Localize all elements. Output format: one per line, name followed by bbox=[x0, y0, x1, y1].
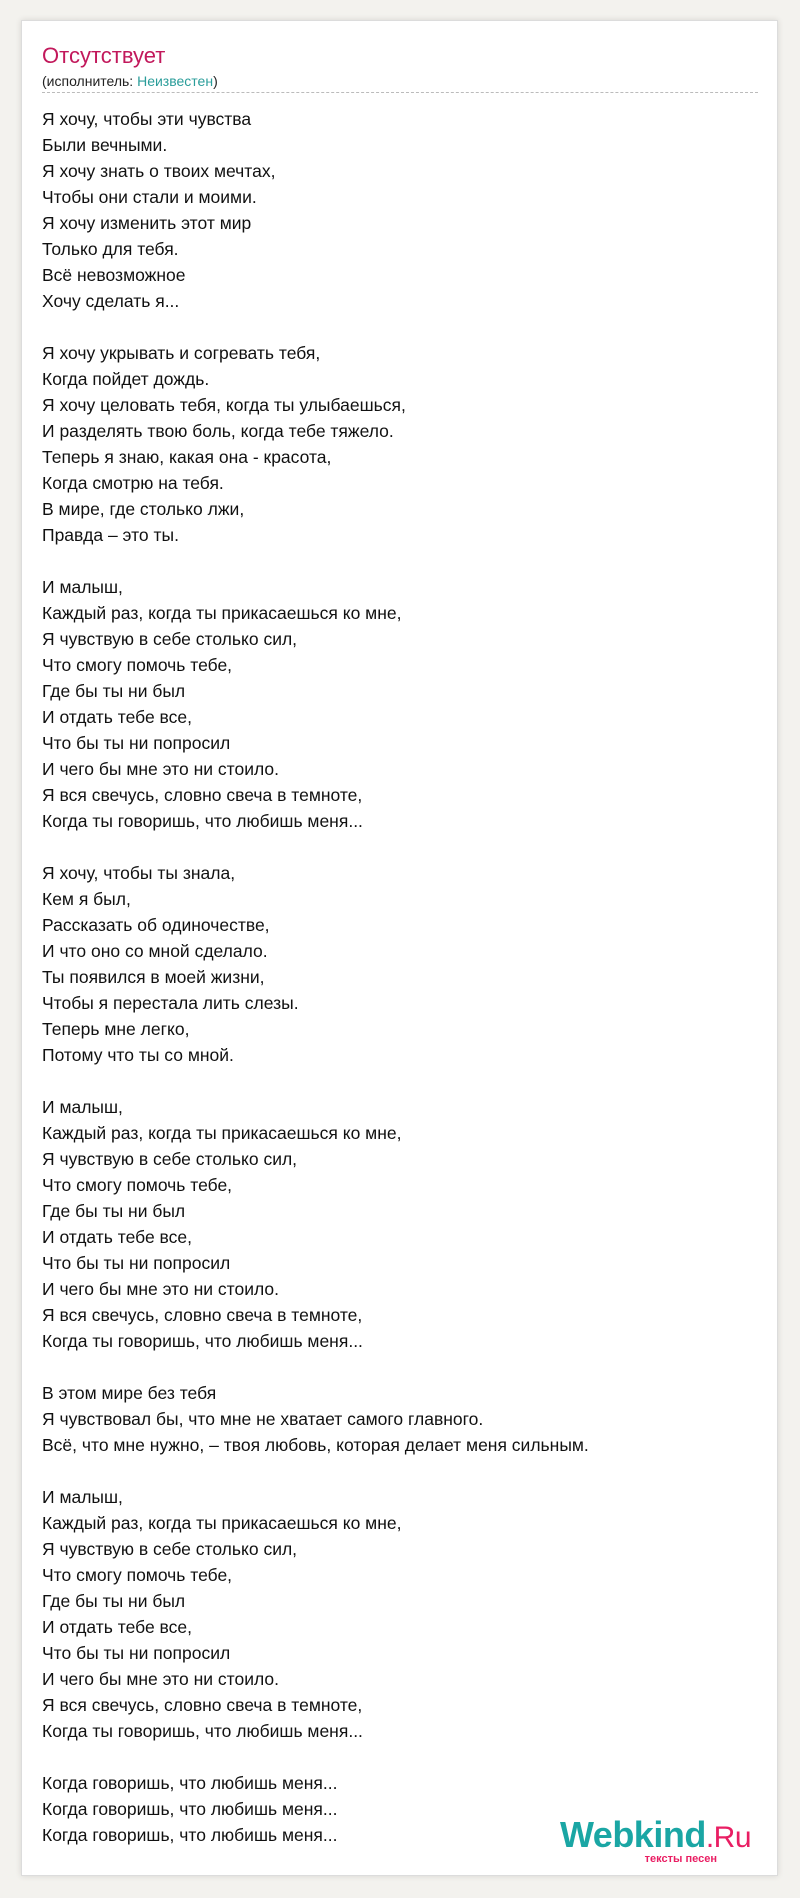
lyrics-stanza bbox=[42, 574, 758, 834]
logo-wordmark bbox=[560, 1815, 751, 1858]
lyrics-line: Я вся свечусь, словно свеча в темноте, bbox=[42, 1305, 363, 1325]
lyrics-line: И малыш, bbox=[42, 577, 123, 597]
lyrics-stanza bbox=[42, 1380, 758, 1458]
lyrics-line: Потому что ты со мной. bbox=[42, 1045, 234, 1065]
lyrics-line: И разделять твою боль, когда тебе тяжело. bbox=[42, 421, 394, 441]
lyrics-line: Когда говоришь, что любишь меня... bbox=[42, 1825, 338, 1845]
lyrics-line: И отдать тебе все, bbox=[42, 1617, 192, 1637]
lyrics-line: Где бы ты ни был bbox=[42, 1201, 186, 1221]
lyrics-line: Я хочу укрывать и согревать тебя, bbox=[42, 343, 321, 363]
lyrics-line: И малыш, bbox=[42, 1097, 123, 1117]
lyrics-stanza bbox=[42, 340, 758, 548]
header-divider bbox=[42, 92, 758, 93]
lyrics-line: Я хочу, чтобы ты знала, bbox=[42, 863, 236, 883]
logo-brand: Webkind bbox=[559, 1814, 706, 1855]
lyrics-line: Правда – это ты. bbox=[42, 525, 179, 545]
lyrics-line: Я хочу знать о твоих мечтах, bbox=[42, 161, 276, 181]
artist-link[interactable]: Неизвестен bbox=[137, 73, 214, 89]
lyrics-line: Теперь мне легко, bbox=[42, 1019, 190, 1039]
lyrics-line: Что бы ты ни попросил bbox=[42, 1643, 231, 1663]
site-logo[interactable] bbox=[561, 1815, 751, 1867]
lyrics-line: Что бы ты ни попросил bbox=[42, 1253, 231, 1273]
logo-tagline: тексты песен bbox=[644, 1853, 717, 1865]
lyrics-stanza bbox=[42, 106, 758, 314]
lyrics-line: Только для тебя. bbox=[42, 239, 179, 259]
lyrics-line: Что бы ты ни попросил bbox=[42, 733, 231, 753]
lyrics-line: Всё, что мне нужно, – твоя любовь, которая делает меня сильным. bbox=[42, 1435, 589, 1455]
lyrics-line: Ты появился в моей жизни, bbox=[42, 967, 265, 987]
lyrics-line: Когда ты говоришь, что любишь меня... bbox=[42, 811, 363, 831]
lyrics-line: Каждый раз, когда ты прикасаешься ко мне, bbox=[42, 603, 402, 623]
lyrics-line: Я чувствую в себе столько сил, bbox=[42, 629, 298, 649]
lyrics-line: Каждый раз, когда ты прикасаешься ко мне, bbox=[42, 1513, 402, 1533]
lyrics-line: Чтобы они стали и моими. bbox=[42, 187, 257, 207]
lyrics-line: Когда ты говоришь, что любишь меня... bbox=[42, 1721, 363, 1741]
lyrics-line: Теперь я знаю, какая она - красота, bbox=[42, 447, 332, 467]
lyrics-line: И что оно со мной сделало. bbox=[42, 941, 268, 961]
lyrics-line: И чего бы мне это ни стоило. bbox=[42, 1279, 279, 1299]
lyrics-line: И отдать тебе все, bbox=[42, 707, 192, 727]
lyrics-line: И чего бы мне это ни стоило. bbox=[42, 759, 279, 779]
lyrics-line: Что смогу помочь тебе, bbox=[42, 655, 233, 675]
lyrics-line: Когда говоришь, что любишь меня... bbox=[42, 1799, 338, 1819]
lyrics-line: Когда говоришь, что любишь меня... bbox=[42, 1773, 338, 1793]
logo-tld: .Ru bbox=[705, 1821, 751, 1854]
lyrics-line: Каждый раз, когда ты прикасаешься ко мне, bbox=[42, 1123, 402, 1143]
lyrics-line: Я вся свечусь, словно свеча в темноте, bbox=[42, 1695, 363, 1715]
lyrics-line: В мире, где столько лжи, bbox=[42, 499, 245, 519]
lyrics-line: Когда смотрю на тебя. bbox=[42, 473, 224, 493]
lyrics-line: Были вечными. bbox=[42, 135, 168, 155]
lyrics-line: Что смогу помочь тебе, bbox=[42, 1565, 233, 1585]
lyrics-line: Кем я был, bbox=[42, 889, 131, 909]
lyrics-line: И отдать тебе все, bbox=[42, 1227, 192, 1247]
song-title: Отсутствует bbox=[42, 43, 166, 68]
lyrics-card bbox=[21, 20, 778, 1876]
lyrics-line: Где бы ты ни был bbox=[42, 681, 186, 701]
lyrics-line: Когда ты говоришь, что любишь меня... bbox=[42, 1331, 363, 1351]
lyrics-line: Я хочу целовать тебя, когда ты улыбаешься, bbox=[42, 395, 406, 415]
lyrics-stanza bbox=[42, 860, 758, 1068]
lyrics-line: И чего бы мне это ни стоило. bbox=[42, 1669, 279, 1689]
lyrics-line: Я вся свечусь, словно свеча в темноте, bbox=[42, 785, 363, 805]
lyrics-stanza bbox=[42, 1094, 758, 1354]
lyrics-line: Что смогу помочь тебе, bbox=[42, 1175, 233, 1195]
lyrics-line: Я хочу изменить этот мир bbox=[42, 213, 252, 233]
lyrics-line: Я чувствую в себе столько сил, bbox=[42, 1539, 298, 1559]
lyrics-line: Я хочу, чтобы эти чувства bbox=[42, 109, 252, 129]
lyrics-line: Где бы ты ни был bbox=[42, 1591, 186, 1611]
lyrics-line: Хочу сделать я... bbox=[42, 291, 180, 311]
lyrics-text bbox=[42, 106, 758, 1848]
artist-suffix: ) bbox=[213, 73, 218, 89]
lyrics-line: Всё невозможное bbox=[42, 265, 186, 285]
lyrics-line: В этом мире без тебя bbox=[42, 1383, 217, 1403]
lyrics-stanza bbox=[42, 1484, 758, 1744]
lyrics-line: Я чувствовал бы, что мне не хватает самого главного. bbox=[42, 1409, 484, 1429]
lyrics-line: Чтобы я перестала лить слезы. bbox=[42, 993, 299, 1013]
artist-prefix: (исполнитель: bbox=[42, 73, 138, 89]
lyrics-line: Рассказать об одиночестве, bbox=[42, 915, 270, 935]
lyrics-line: Я чувствую в себе столько сил, bbox=[42, 1149, 298, 1169]
lyrics-line: Когда пойдет дождь. bbox=[42, 369, 210, 389]
artist-line bbox=[42, 72, 218, 90]
lyrics-line: И малыш, bbox=[42, 1487, 123, 1507]
